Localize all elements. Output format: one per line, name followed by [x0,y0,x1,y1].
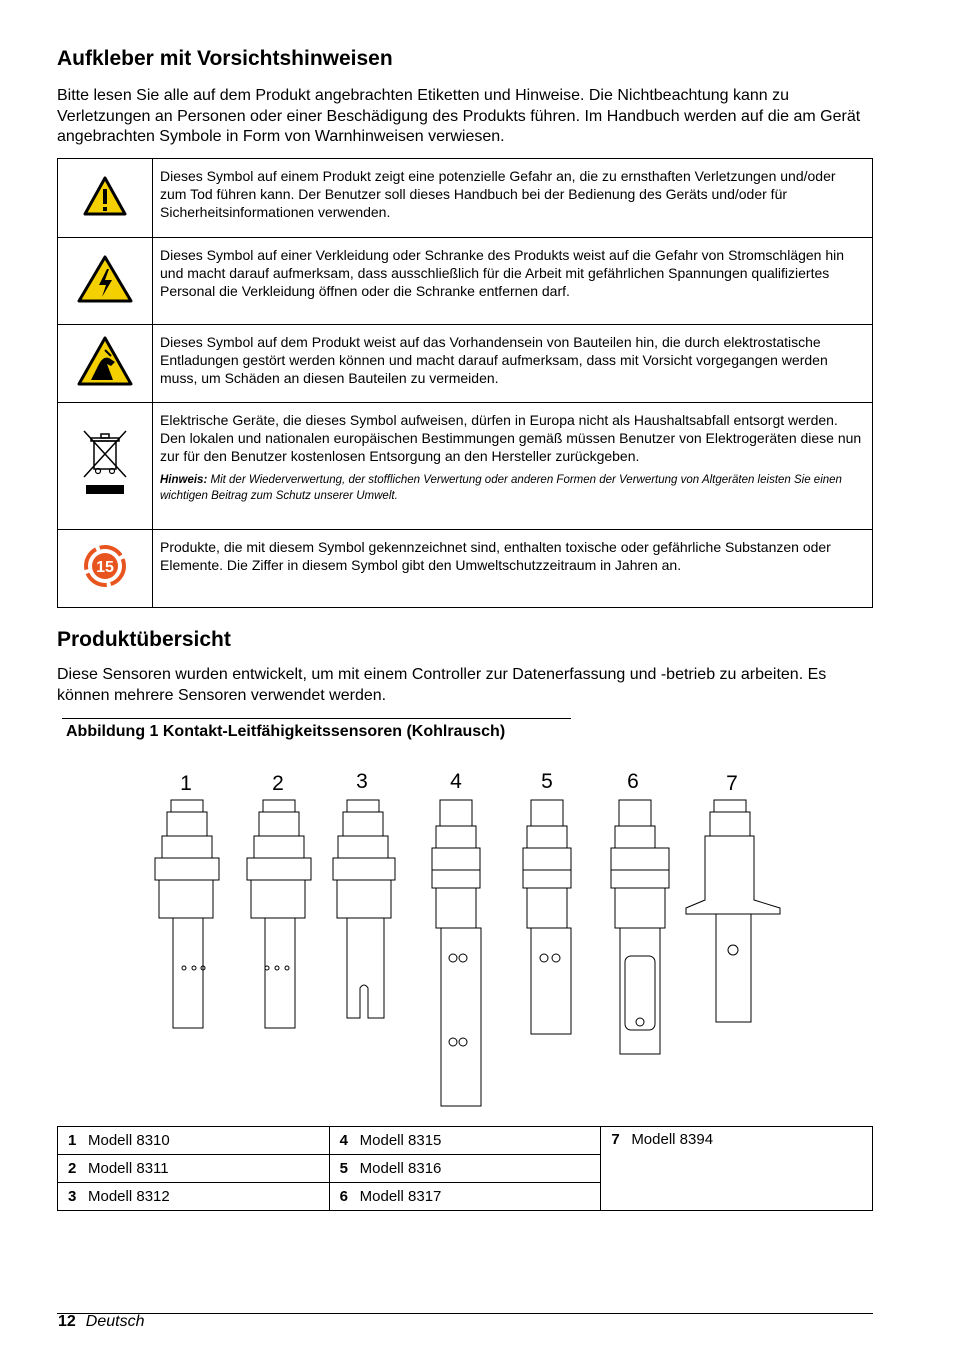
symbol-row [58,403,873,530]
legend-table [57,1126,873,1211]
callout-2: 2 [272,772,284,795]
callout-7: 7 [726,772,738,795]
legend-number: 6 [339,1188,348,1205]
legend-label: Modell 8312 [88,1188,170,1205]
page-footer [58,1313,145,1331]
legend-label: Modell 8311 [88,1160,169,1177]
legend-cell [329,1127,601,1155]
callout-3: 3 [356,770,368,793]
section-heading-overview: Produktübersicht [57,628,231,651]
note-text: Mit der Wiederverwertung, der stofflichen Verwertung oder anderen Formen der Verwertung von Altgeräten leisten Sie einen wichtigen Beitrag zum Schutz unserer Umwelt. [160,473,842,502]
weee-text: Elektrische Geräte, die dieses Symbol aufweisen, dürfen in Europa nicht als Haushaltsabfall entsorgt werden. Den lokalen und nationalen europäischen Bestimmungen gemäß müssen Benutzer von Elektrogeräten diese nun zur für den Benutzer kostenlosen Entsorgung an den Hersteller zurückgeben. [160,412,862,465]
labels-intro: Bitte lesen Sie alle auf dem Produkt angebrachten Etiketten und Hinweise. Die Nichtbeachtung kann zu Verletzungen an Personen oder einer Beschädigung des Produkts führen. Im Handbuch werden auf die am Gerät angebrachten Symbole in Form von Warnhinweisen verwiesen. [57,87,861,145]
legend-label: Modell 8316 [359,1160,442,1177]
legend-number: 4 [339,1132,348,1149]
warning-triangle-icon [58,159,153,238]
caption-rule [62,718,571,719]
symbol-row [58,325,873,403]
legend-cell [58,1127,330,1155]
weee-bin-icon [58,403,153,530]
legend-label: Modell 8317 [359,1188,442,1205]
note [160,472,862,504]
symbol-row [58,530,873,608]
electric-shock-icon [58,238,153,325]
legend-label: Modell 8310 [88,1132,170,1149]
sensor-5 [523,800,571,1034]
symbol-description: Dieses Symbol auf einer Verkleidung oder Schranke des Produkts weist auf die Gefahr von Stromschlägen hin und macht darauf aufmerksam, dass ausschließlich für die Arbeit mit gefährlichen Spannungen qualifiziertes Personal die Verkleidung öffnen oder die Schranke entfernen darf. [153,238,873,325]
callout-1: 1 [180,772,192,795]
sensor-4 [432,800,481,1106]
symbol-row [58,159,873,238]
legend-label: Modell 8315 [359,1132,442,1149]
sensor-2 [247,800,311,1028]
legend-number: 2 [68,1160,77,1177]
symbol-description: Dieses Symbol auf einem Produkt zeigt eine potenzielle Gefahr an, die zu ernsthaften Verletzungen und/oder zum Tod führen kann. Der Benutzer soll dieses Handbuch bei der Bedienung des Geräts und/oder für Sicherheitsinformationen verwenden. [153,159,873,238]
footer-rule [57,1313,873,1314]
footer-language: Deutsch [85,1313,145,1330]
legend-cell [601,1127,873,1211]
sensor-1 [155,800,219,1028]
symbol-table [57,158,873,608]
legend-cell [58,1155,330,1183]
callout-6: 6 [627,770,639,793]
symbol-description: Produkte, die mit diesem Symbol gekennzeichnet sind, enthalten toxische oder gefährliche Substanzen oder Elemente. Die Ziffer in diesem Symbol gibt den Umweltschutzzeitraum in Jahren an. [153,530,873,608]
rohs-15-icon [58,530,153,608]
page-number: 12 [58,1313,76,1330]
callout-5: 5 [541,770,553,793]
legend-label: Modell 8394 [631,1131,714,1148]
legend-number: 5 [339,1160,348,1177]
legend-number: 3 [68,1188,77,1205]
legend-number: 1 [68,1132,77,1149]
legend-row [58,1127,873,1155]
symbol-description [153,403,873,530]
callout-4: 4 [450,770,462,793]
symbol-row [58,238,873,325]
legend-cell [329,1155,601,1183]
rohs-number: 15 [96,559,114,577]
section-heading-labels: Aufkleber mit Vorsichtshinweisen [57,47,393,70]
overview-intro: Diese Sensoren wurden entwickelt, um mit einem Controller zur Datenerfassung und -betrieb zu arbeiten. Es können mehrere Sensoren verwendet werden. [57,666,827,704]
figure-caption: Abbildung 1 Kontakt-Leitfähigkeitssensoren (Kohlrausch) [66,723,506,740]
esd-icon [58,325,153,403]
sensor-figure [140,760,800,1120]
sensor-3 [333,800,395,1018]
note-label: Hinweis: [160,473,208,486]
legend-number: 7 [611,1131,620,1148]
legend-cell [329,1183,601,1211]
sensor-7 [686,800,780,1022]
symbol-description: Dieses Symbol auf dem Produkt weist auf das Vorhandensein von Bauteilen hin, die durch elektrostatische Entladungen gestört werden können und macht darauf aufmerksam, dass mit Vorsicht vorgegangen werden muss, um Schäden an diesen Bauteilen zu vermeiden. [153,325,873,403]
sensor-6 [611,800,669,1054]
legend-cell [58,1183,330,1211]
